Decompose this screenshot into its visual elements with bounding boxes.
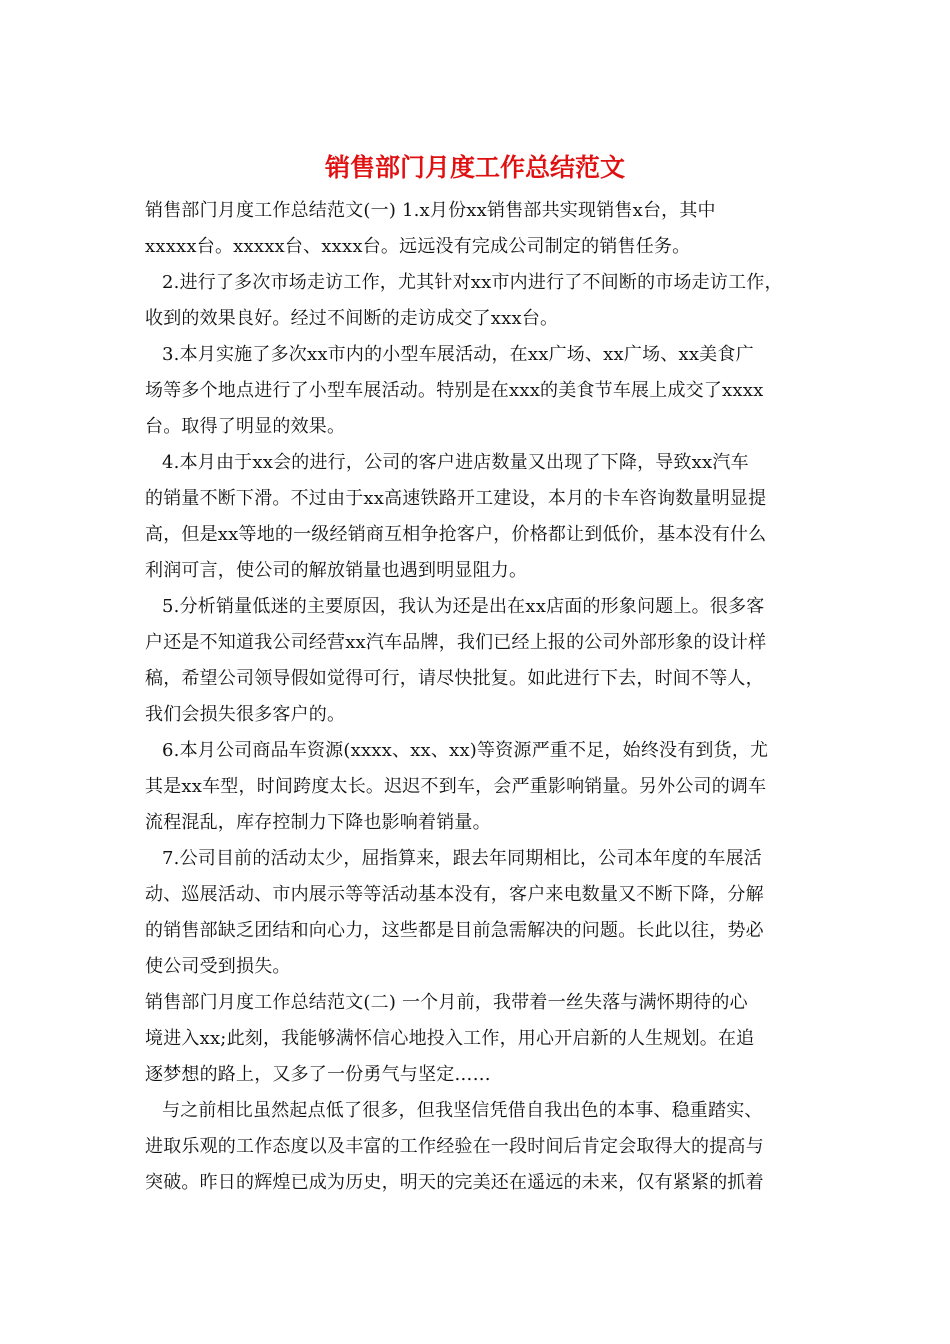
- paragraph-line: 2.进行了多次市场走访工作，尤其针对xx市内进行了不间断的市场走访工作，: [162, 272, 783, 293]
- paragraph-line: 动、巡展活动、市内展示等等活动基本没有，客户来电数量又不断下降，分解: [145, 884, 764, 905]
- paragraph-line: 3.本月实施了多次xx市内的小型车展活动，在xx广场、xx广场、xx美食广: [162, 344, 754, 365]
- paragraph-line: 台。取得了明显的效果。: [145, 416, 346, 437]
- paragraph-line: 稿，希望公司领导假如觉得可行，请尽快批复。如此进行下去，时间不等人，: [145, 668, 764, 689]
- paragraph-line: 6.本月公司商品车资源(xxxx、xx、xx)等资源严重不足，始终没有到货，尤: [162, 740, 769, 761]
- paragraph-line: 其是xx车型，时间跨度太长。迟迟不到车，会严重影响销量。另外公司的调车: [145, 776, 767, 797]
- paragraph-line: 的销量不断下滑。不过由于xx高速铁路开工建设，本月的卡车咨询数量明显提: [145, 488, 767, 509]
- paragraph-line: 户还是不知道我公司经营xx汽车品牌，我们已经上报的公司外部形象的设计样: [145, 632, 767, 653]
- paragraph-line: xxxxx台。xxxxx台、xxxx台。远远没有完成公司制定的销售任务。: [145, 236, 691, 257]
- paragraph-line: 高，但是xx等地的一级经销商互相争抢客户，价格都让到低价，基本没有什么: [145, 524, 767, 545]
- paragraph-line: 的销售部缺乏团结和向心力，这些都是目前急需解决的问题。长此以往，势必: [145, 920, 764, 941]
- paragraph-line: 收到的效果良好。经过不间断的走访成交了xxx台。: [145, 308, 559, 329]
- paragraph-line: 进取乐观的工作态度以及丰富的工作经验在一段时间后肯定会取得大的提高与: [145, 1136, 764, 1157]
- paragraph-line: 7.公司目前的活动太少，屈指算来，跟去年同期相比，公司本年度的车展活: [162, 848, 762, 869]
- paragraph-line: 销售部门月度工作总结范文(二) 一个月前，我带着一丝失落与满怀期待的心: [145, 992, 748, 1013]
- paragraph-line: 境进入xx;此刻，我能够满怀信心地投入工作，用心开启新的人生规划。在追: [145, 1028, 755, 1049]
- paragraph-line: 流程混乱，库存控制力下降也影响着销量。: [145, 812, 491, 833]
- paragraph-line: 5.分析销量低迷的主要原因，我认为还是出在xx店面的形象问题上。很多客: [162, 596, 765, 617]
- paragraph-line: 突破。昨日的辉煌已成为历史，明天的完美还在遥远的未来，仅有紧紧的抓着: [145, 1172, 764, 1193]
- paragraph-line: 与之前相比虽然起点低了很多，但我坚信凭借自我出色的本事、稳重踏实、: [162, 1100, 763, 1121]
- document-title: 销售部门月度工作总结范文: [324, 153, 625, 182]
- paragraph-line: 我们会损失很多客户的。: [145, 704, 346, 725]
- paragraph-line: 销售部门月度工作总结范文(一) 1.x月份xx销售部共实现销售x台，其中: [145, 200, 716, 221]
- paragraph-line: 利润可言，使公司的解放销量也遇到明显阻力。: [145, 560, 528, 581]
- paragraph-line: 场等多个地点进行了小型车展活动。特别是在xxx的美食节车展上成交了xxxx: [145, 380, 764, 401]
- paragraph-line: 使公司受到损失。: [145, 956, 291, 977]
- paragraph-line: 4.本月由于xx会的进行，公司的客户进店数量又出现了下降，导致xx汽车: [162, 452, 749, 473]
- paragraph-line: 逐梦想的路上，又多了一份勇气与坚定……: [145, 1064, 491, 1085]
